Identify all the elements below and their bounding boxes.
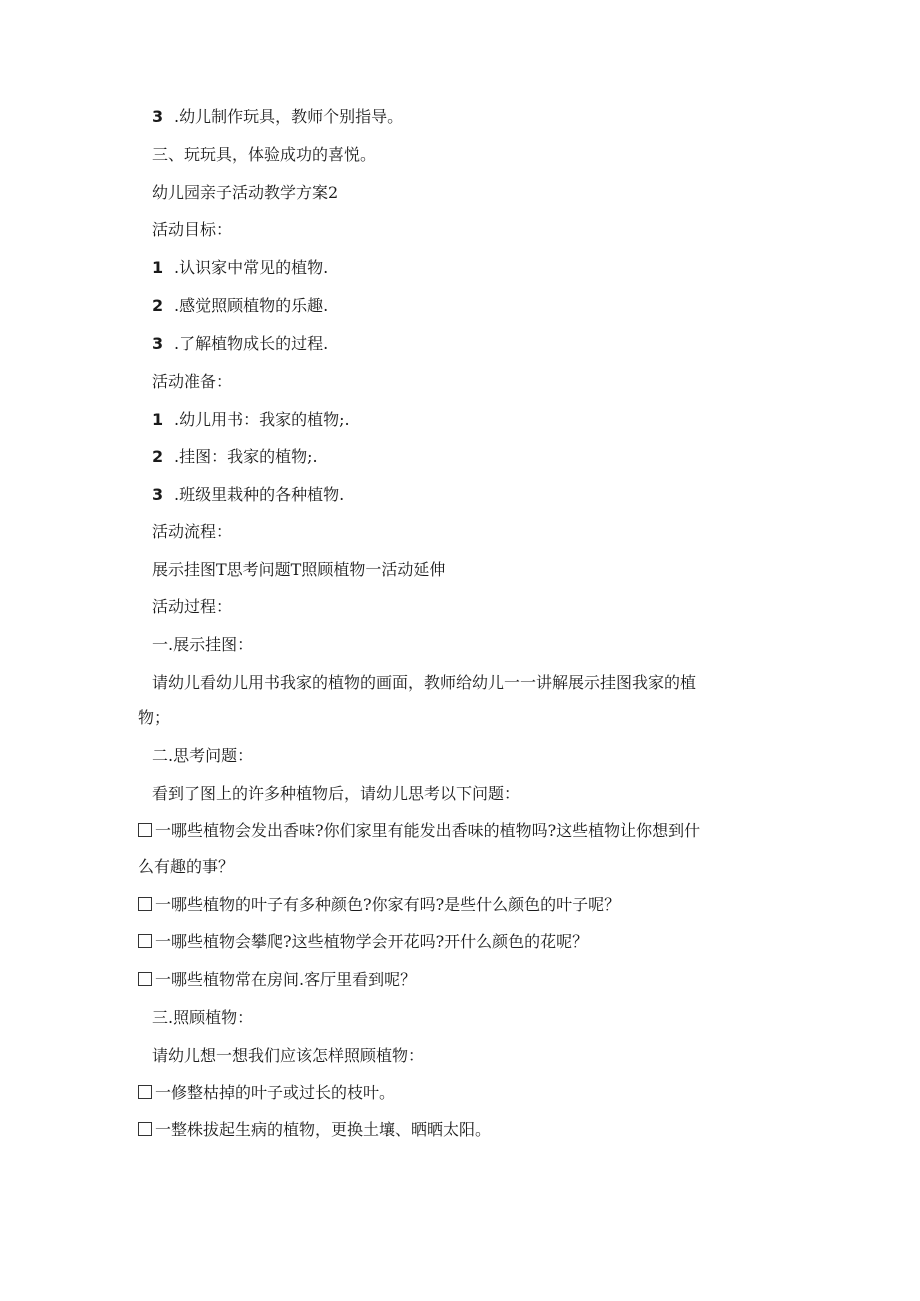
- list-item: [138, 821, 700, 841]
- list-number: 3: [152, 107, 164, 126]
- list-text: .幼儿用书：我家的植物;.: [174, 410, 350, 429]
- list-item: [138, 1083, 395, 1103]
- paragraph: 请幼儿看幼儿用书我家的植物的画面，教师给幼儿一一讲解展示挂图我家的植: [152, 673, 697, 692]
- checkbox-bullet-icon: [138, 1122, 152, 1136]
- section-heading: 三.照顾植物：: [152, 1008, 254, 1027]
- checkbox-bullet-icon: [138, 934, 152, 948]
- list-text: 一整株拔起生病的植物，更换土壤、晒晒太阳。: [155, 1120, 492, 1139]
- list-text: .感觉照顾植物的乐趣.: [174, 296, 329, 315]
- list-item: [152, 447, 318, 467]
- checkbox-bullet-icon: [138, 972, 152, 986]
- list-item: [152, 334, 328, 354]
- paragraph: 看到了图上的许多种植物后，请幼儿思考以下问题：: [152, 784, 521, 803]
- list-text: 一修整枯掉的叶子或过长的枝叶。: [155, 1083, 396, 1102]
- list-number: 2: [152, 447, 164, 466]
- list-text: 一哪些植物常在房间.客厅里看到呢？: [155, 970, 417, 989]
- list-item: [152, 107, 403, 127]
- list-item: [138, 895, 620, 915]
- list-text: 一哪些植物会攀爬?这些植物学会开花吗?开什么颜色的花呢？: [155, 932, 589, 951]
- document-title: 幼儿园亲子活动教学方案2: [152, 183, 339, 202]
- list-item: [138, 932, 588, 952]
- checkbox-bullet-icon: [138, 823, 152, 837]
- list-text: .幼儿制作玩具，教师个别指导。: [174, 107, 404, 126]
- list-number: 2: [152, 296, 164, 315]
- checkbox-bullet-icon: [138, 1085, 152, 1099]
- list-text: .挂图：我家的植物;.: [174, 447, 318, 466]
- list-item: [152, 296, 328, 316]
- list-number: 3: [152, 485, 164, 504]
- paragraph: 么有趣的事？: [138, 857, 235, 876]
- section-heading: 二.思考问题：: [152, 746, 254, 765]
- list-item: [152, 258, 328, 278]
- section-heading: 活动准备：: [152, 372, 233, 391]
- list-item: [152, 410, 350, 430]
- section-heading: 活动过程：: [152, 597, 233, 616]
- list-item: [138, 1120, 491, 1140]
- section-heading: 活动流程：: [152, 522, 233, 541]
- list-text: .班级里栽种的各种植物.: [174, 485, 345, 504]
- list-number: 1: [152, 410, 164, 429]
- section-heading: 活动目标：: [152, 220, 233, 239]
- list-number: 1: [152, 258, 164, 277]
- list-text: 一哪些植物的叶子有多种颜色?你家有吗?是些什么颜色的叶子呢？: [155, 895, 621, 914]
- list-text: 一哪些植物会发出香味?你们家里有能发出香味的植物吗?这些植物让你想到什: [155, 821, 701, 840]
- checkbox-bullet-icon: [138, 897, 152, 911]
- section-heading: 三、玩玩具，体验成功的喜悦。: [152, 145, 377, 164]
- list-number: 3: [152, 334, 164, 353]
- paragraph: 请幼儿想一想我们应该怎样照顾植物：: [152, 1046, 425, 1065]
- list-text: .认识家中常见的植物.: [174, 258, 329, 277]
- section-heading: 一.展示挂图：: [152, 635, 254, 654]
- paragraph: 展示挂图T思考问题T照顾植物一活动延伸: [152, 560, 446, 579]
- list-item: [152, 485, 344, 505]
- list-text: .了解植物成长的过程.: [174, 334, 329, 353]
- list-item: [138, 970, 416, 990]
- paragraph: 物；: [138, 708, 171, 727]
